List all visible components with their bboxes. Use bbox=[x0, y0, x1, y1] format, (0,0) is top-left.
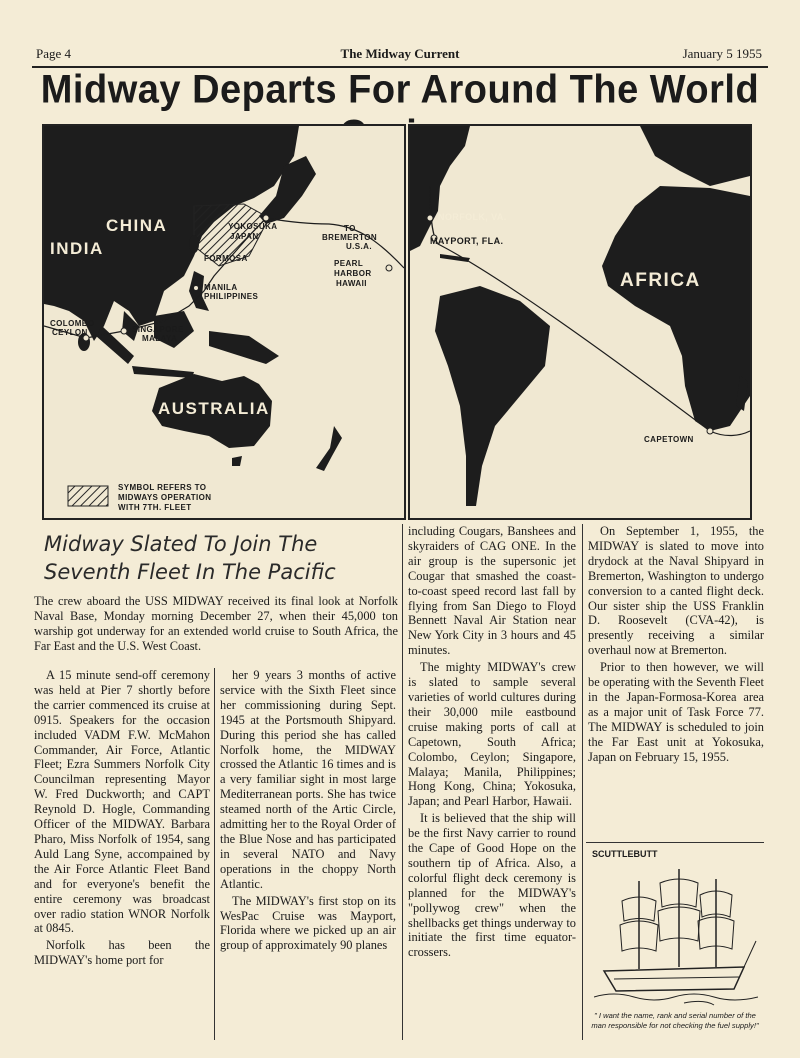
label-pearl: PEARL bbox=[334, 259, 364, 268]
atlantic-map bbox=[408, 124, 752, 520]
label-malaya: MALAYA bbox=[142, 334, 178, 343]
lead-paragraph: The crew aboard the USS MIDWAY received its final look at Norfolk Naval Base, Monday morning December 27, when their 45,000 ton warship got underway for an extended world cruise to South Africa, the Far East and the U.S. West Coast. bbox=[34, 594, 398, 653]
africa-landmass bbox=[602, 186, 750, 431]
south-america-landmass bbox=[435, 286, 550, 506]
subhead-line-2: Seventh Fleet In The Pacific bbox=[44, 560, 336, 584]
column-divider bbox=[582, 524, 583, 1040]
legend-line-3: WITH 7TH. FLEET bbox=[118, 503, 192, 512]
headline: Midway Departs For Around The World bbox=[40, 67, 760, 112]
paragraph: The mighty MIDWAY's crew is slated to sample several varieties of world cultures during their 30,000 mile eastbound cruise making ports of call at Capetown, South Africa; Colombo, Ceylon; Singapore, Malaya; Manila, Philippines; Hong Kong, China; Yokosuka, Japan; and Pearl Harbor, Hawaii. bbox=[408, 660, 576, 809]
label-formosa: FORMOSA bbox=[204, 254, 248, 263]
label-china: CHINA bbox=[106, 216, 168, 235]
label-norfolk: NORFOLK, VA. bbox=[438, 212, 507, 222]
paragraph: It is believed that the ship will be the first Navy carrier to round the Cape of Good Hope on the southern tip of Africa. Also, a colorful flight deck ceremony is planned for the MIDWAY's "pollywog crew" when the shellbacks get things underway to initiate the first time equator-crossers. bbox=[408, 811, 576, 960]
page-number: Page 4 bbox=[36, 46, 72, 61]
paragraph: A 15 minute send-off ceremony was held at Pier 7 shortly before the carrier commenced its cruise at 0915. Speakers for the occasion included VADM F.W. McMahon Commander, Air Force, Atlantic Fleet; Ezra Summers Norfolk City Councilman representing Mayor W. Fred Duckworth; and CAPT Reynold D. Hogle, Commanding Officer of the MIDWAY. Barbara Pharo, Miss Norfolk of 1954, sang Auld Lang Syne, accompained by the Air Force Atlantic Fleet Band and for everyone's benefit the entire ceremony was broadcast over radio station WNOR Norfolk at 0845. bbox=[34, 668, 210, 936]
label-capetown: CAPETOWN bbox=[644, 435, 694, 444]
article-column-1 bbox=[34, 668, 210, 970]
label-harbor: HARBOR bbox=[334, 269, 372, 278]
north-america-landmass bbox=[410, 126, 470, 251]
paragraph: including Cougars, Banshees and skyraiders of CAG ONE. In the air group is the supersonic jet Cougar that smashed the coast-to-coast speed record last fall by flying from San Diego to Floyd Bennett Naval Air Station near New York City in 3 hours and 45 minutes. bbox=[408, 524, 576, 658]
label-mayport: MAYPORT, FLA. bbox=[430, 236, 504, 246]
label-yokosuka: YOKOSUKA bbox=[228, 222, 278, 231]
paragraph: Prior to then however, we will be operating with the Seventh Fleet in the Japan-Formosa-Korea area as a major unit of Task Force 77. The MIDWAY is scheduled to join the Far East unit at Yokosuka, Japan on February 15, 1955. bbox=[588, 660, 764, 764]
label-colombo: COLOMBO bbox=[50, 319, 95, 328]
subhead-line-1: Midway Slated To Join The bbox=[44, 532, 318, 556]
article-column-4 bbox=[588, 524, 764, 767]
label-australia: AUSTRALIA bbox=[158, 399, 270, 418]
java-island bbox=[132, 366, 194, 378]
masthead: The Midway Current bbox=[340, 46, 460, 61]
label-bremerton: BREMERTON bbox=[322, 233, 378, 242]
label-singapore: SINGAPORE bbox=[132, 325, 184, 334]
label-hawaii: HAWAII bbox=[336, 279, 367, 288]
label-manila: MANILA bbox=[204, 283, 238, 292]
label-india: INDIA bbox=[50, 239, 104, 258]
paragraph: Norfolk has been the MIDWAY's home port for bbox=[34, 938, 210, 968]
label-usa: U.S.A. bbox=[346, 242, 372, 251]
pearl-harbor-marker bbox=[386, 265, 392, 271]
norfolk-marker bbox=[427, 215, 433, 221]
paragraph: On September 1, 1955, the MIDWAY is slated to move into drydock at the Naval Shipyard in Bremerton, Washington to undergo conversion to a canted flight deck. Our sister ship the USS Franklin D. Roosevelt (CVA-42), is presently receiving a similar overhaul now at Bremerton. bbox=[588, 524, 764, 658]
cartoon-caption: " I want the name, rank and serial number of the man responsible for not checking the fuel supply!" bbox=[591, 1011, 759, 1030]
issue-date: January 5 1955 bbox=[682, 46, 762, 61]
column-divider bbox=[214, 668, 215, 1040]
column-divider bbox=[402, 524, 403, 1040]
scuttlebutt-cartoon bbox=[586, 842, 764, 1043]
capetown-marker bbox=[707, 428, 713, 434]
yokosuka-marker bbox=[263, 215, 269, 221]
legend-swatch bbox=[68, 486, 108, 506]
singapore-marker bbox=[121, 328, 127, 334]
article-column-2 bbox=[220, 668, 396, 955]
article-subhead bbox=[44, 530, 394, 586]
label-ceylon: CEYLON bbox=[52, 328, 88, 337]
europe-landmass bbox=[640, 126, 750, 186]
cartoon-label: SCUTTLEBUTT bbox=[592, 849, 658, 859]
tasmania-island bbox=[232, 456, 242, 466]
new-guinea-island bbox=[209, 331, 279, 364]
article-lead bbox=[34, 594, 398, 656]
manila-marker bbox=[194, 286, 199, 291]
caribbean-islands bbox=[440, 254, 470, 262]
article-column-3 bbox=[408, 524, 576, 962]
formosa-island bbox=[189, 235, 199, 253]
paragraph: The MIDWAY's first stop on its WesPac Cruise was Mayport, Florida where we picked up an air group of approximately 90 planes bbox=[220, 893, 396, 953]
label-to: TO bbox=[344, 224, 356, 233]
label-japan: JAPAN bbox=[230, 232, 259, 241]
pacific-map bbox=[42, 124, 406, 520]
sailing-ship-icon bbox=[594, 861, 758, 1009]
label-philippines: PHILIPPINES bbox=[204, 292, 259, 301]
legend-line-1: SYMBOL REFERS TO bbox=[118, 483, 207, 492]
legend-line-2: MIDWAYS OPERATION bbox=[118, 493, 212, 502]
paragraph: her 9 years 3 months of active service with the Sixth Fleet since her commissioning during Sept. 1945 at the Portsmouth Shipyard. During this period she has called Norfolk home, the MIDWAY crossed the Atlantic 16 times and is a very familiar sight in most large Mediterranean ports. She has twice steamed north of the Artic Circle, admitting her to the Royal Order of the Blue Nose and has participated in several NATO and Navy operations in the choppy North Atlantic. bbox=[220, 668, 396, 891]
label-africa: AFRICA bbox=[620, 270, 701, 291]
new-zealand-islands bbox=[316, 426, 342, 471]
